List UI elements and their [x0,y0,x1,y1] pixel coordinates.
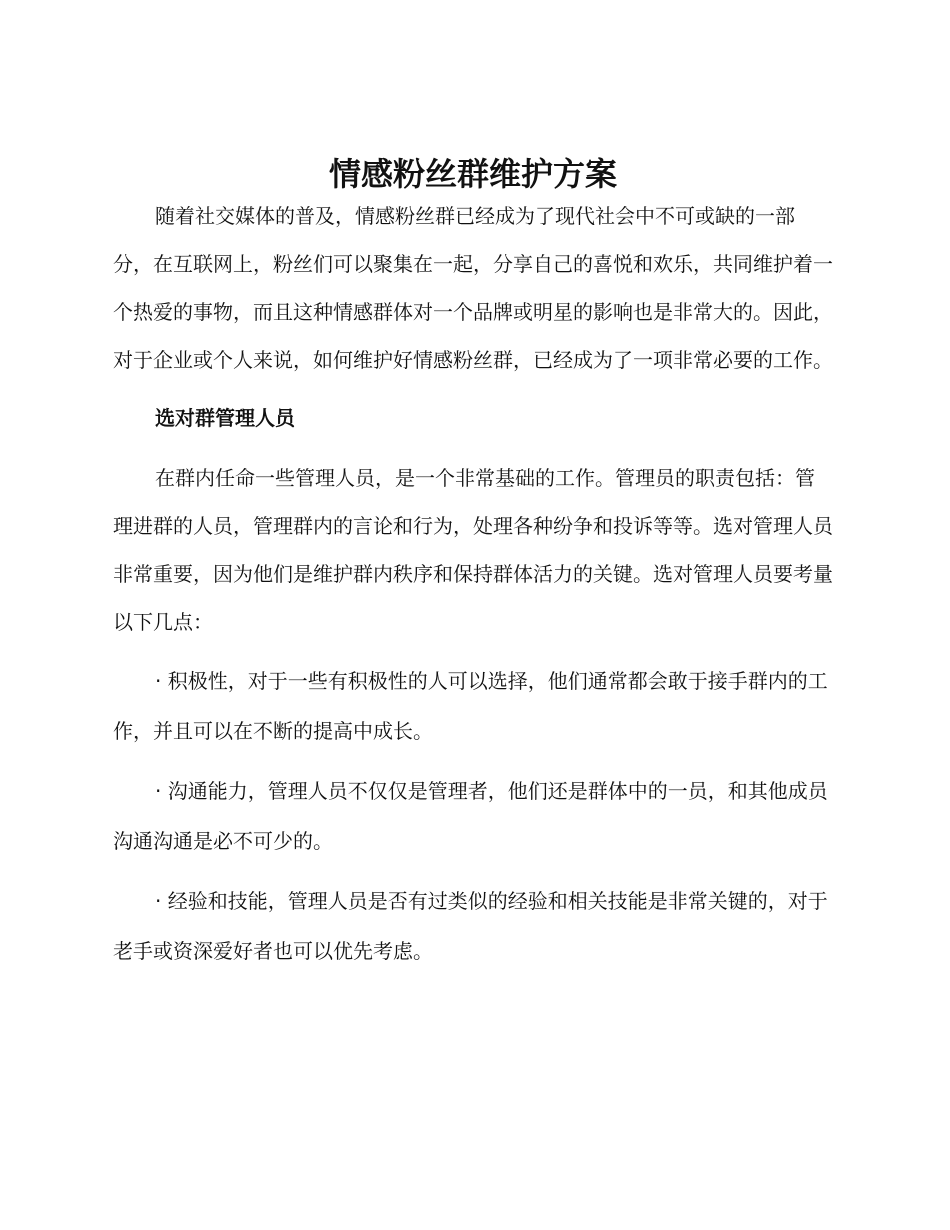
bullet-item-communication: · 沟通能力，管理人员不仅仅是管理者，他们还是群体中的一员，和其他成员沟通沟通是必不可少的。 [113,779,828,853]
bullet-item-proactiveness: · 积极性，对于一些有积极性的人可以选择，他们通常都会敢于接手群内的工作，并且可以在不断的提高中成长。 [113,669,828,743]
document-content [113,150,833,976]
section-heading: 选对群管理人员 [155,406,295,430]
bullet-item-experience: · 经验和技能，管理人员是否有过类似的经验和相关技能是非常关键的，对于老手或资深爱好者也可以优先考虑。 [113,889,828,963]
intro-paragraph: 随着社交媒体的普及，情感粉丝群已经成为了现代社会中不可或缺的一部分，在互联网上，粉丝们可以聚集在一起，分享自己的喜悦和欢乐，共同维护着一个热爱的事物，而且这种情感群体对一个品牌或明星的影响也是非常大的。因此，对于企业或个人来说，如何维护好情感粉丝群，已经成为了一项非常必要的工作。 [113,204,833,372]
document-title: 情感粉丝群维护方案 [328,155,617,193]
section-paragraph: 在群内任命一些管理人员，是一个非常基础的工作。管理员的职责包括：管理进群的人员，管理群内的言论和行为，处理各种纷争和投诉等等。选对管理人员非常重要，因为他们是维护群内秩序和保持群体活力的关键。选对管理人员要考量以下几点： [113,466,833,634]
